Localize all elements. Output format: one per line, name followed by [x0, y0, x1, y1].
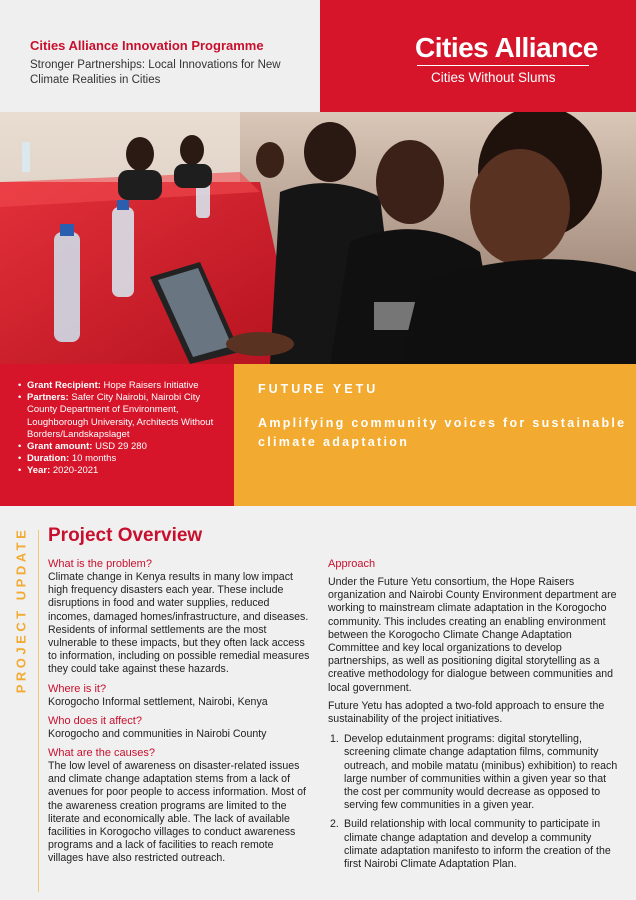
info-grant-amount: [18, 441, 226, 453]
list-item: [328, 733, 618, 812]
info-grant-recipient: [18, 380, 226, 392]
list-number: 1.: [330, 733, 339, 746]
approach-list: [328, 733, 618, 871]
side-label: [8, 520, 34, 700]
header-left-panel: [0, 0, 320, 112]
info-value: Safer City Nairobi, Nairobi City County Department of Environment, Loughborough University, Architects Without Borders/Landskapslaget: [27, 392, 214, 440]
project-name: FUTURE YETU: [258, 382, 379, 396]
info-value: 2020-2021: [52, 465, 99, 477]
section-text: The low level of awareness on disaster-related issues and climate change adaptation stems from a lack of avenues for poor people to access information. Most of the awareness creation programs are limited to the literate and economically able. The lack of available facilities in Korogocho villages to conduct awareness programs and a lack of facilities to reach remote villages have also restricted outreach.: [48, 760, 306, 865]
info-label: Duration:: [27, 453, 70, 465]
side-rule: [38, 530, 39, 892]
grant-info-box: [0, 364, 234, 506]
list-text: Develop edutainment programs: digital storytelling, screening climate change adaptation films, community outreach, and mobile matatu (minibus) exhibition) to reach large number of communities within a given year so that the cost per community would decrease as opposed to serving few communities in a given year.: [344, 733, 618, 812]
info-label: Grant amount:: [27, 441, 93, 453]
workshop-photo: [0, 112, 636, 364]
list-text: Build relationship with local community to participate in climate change adaptation and develop a community climate adaptation manifesto to inform the creation of the first Nairobi Climate Adaptation Plan.: [344, 818, 611, 871]
overview-right-column: [328, 557, 618, 871]
info-year: [18, 465, 226, 477]
section-heading: Where is it?: [48, 682, 107, 695]
approach-paragraph: Future Yetu has adopted a two-fold approach to ensure the sustainability of the project initiatives.: [328, 699, 605, 726]
side-label-text: PROJECT UPDATE: [13, 526, 29, 694]
project-title-box: [234, 364, 636, 506]
info-label: Grant Recipient:: [27, 380, 101, 391]
brand-tagline: Cities Without Slums: [431, 70, 556, 85]
info-label: Year:: [27, 465, 51, 477]
list-number: 2.: [330, 818, 339, 831]
section-text: Korogocho Informal settlement, Nairobi, Kenya: [48, 695, 268, 708]
info-partners: [18, 392, 226, 441]
section-text: Climate change in Kenya results in many low impact high frequency disasters each year. These include disruptions in food and water supplies, reduced incomes, damaged homes/infrastructure, and diseases. Residents of informal settlements are the most vulnerable to these impacts, but they often lack access to information, including on possible remedial measures they could take against these hazards.: [48, 571, 310, 676]
overview-left-column: [48, 557, 310, 866]
section-heading: What are the causes?: [48, 747, 156, 760]
info-duration: [18, 453, 226, 465]
section-text: Korogocho and communities in Nairobi County: [48, 727, 267, 740]
info-value: USD 29 280: [95, 441, 147, 453]
section-heading: What is the problem?: [48, 558, 152, 570]
info-value: Hope Raisers Initiative: [103, 380, 199, 391]
approach-heading: Approach: [328, 558, 376, 570]
list-item: [328, 818, 618, 871]
info-label: Partners:: [27, 392, 69, 404]
info-value: 10 months: [71, 453, 117, 465]
section-heading: Who does it affect?: [48, 714, 142, 727]
approach-paragraph: Under the Future Yetu consortium, the Hope Raisers organization and Nairobi County Environment department are working to mainstream climate adaptation in the Korogocho community. This includes creating an enabling environment between the Korogocho Climate Change Adaptation Committee and key local organizations to develop partnerships, as well as positioning digital storytelling as a creative methodology for dialogue between communities and local government.: [328, 576, 617, 694]
programme-subtitle: Stronger Partnerships: Local Innovations for New Climate Realities in Cities: [30, 59, 281, 86]
project-tagline: Amplifying community voices for sustainable climate adaptation: [258, 416, 627, 449]
grant-info-list: [18, 380, 226, 478]
brand-panel: [320, 0, 636, 112]
brand-logo-text: Cities Alliance: [415, 32, 598, 63]
programme-title: Cities Alliance Innovation Programme: [30, 38, 264, 53]
brand-divider: [417, 65, 589, 66]
overview-title: Project Overview: [48, 525, 203, 546]
